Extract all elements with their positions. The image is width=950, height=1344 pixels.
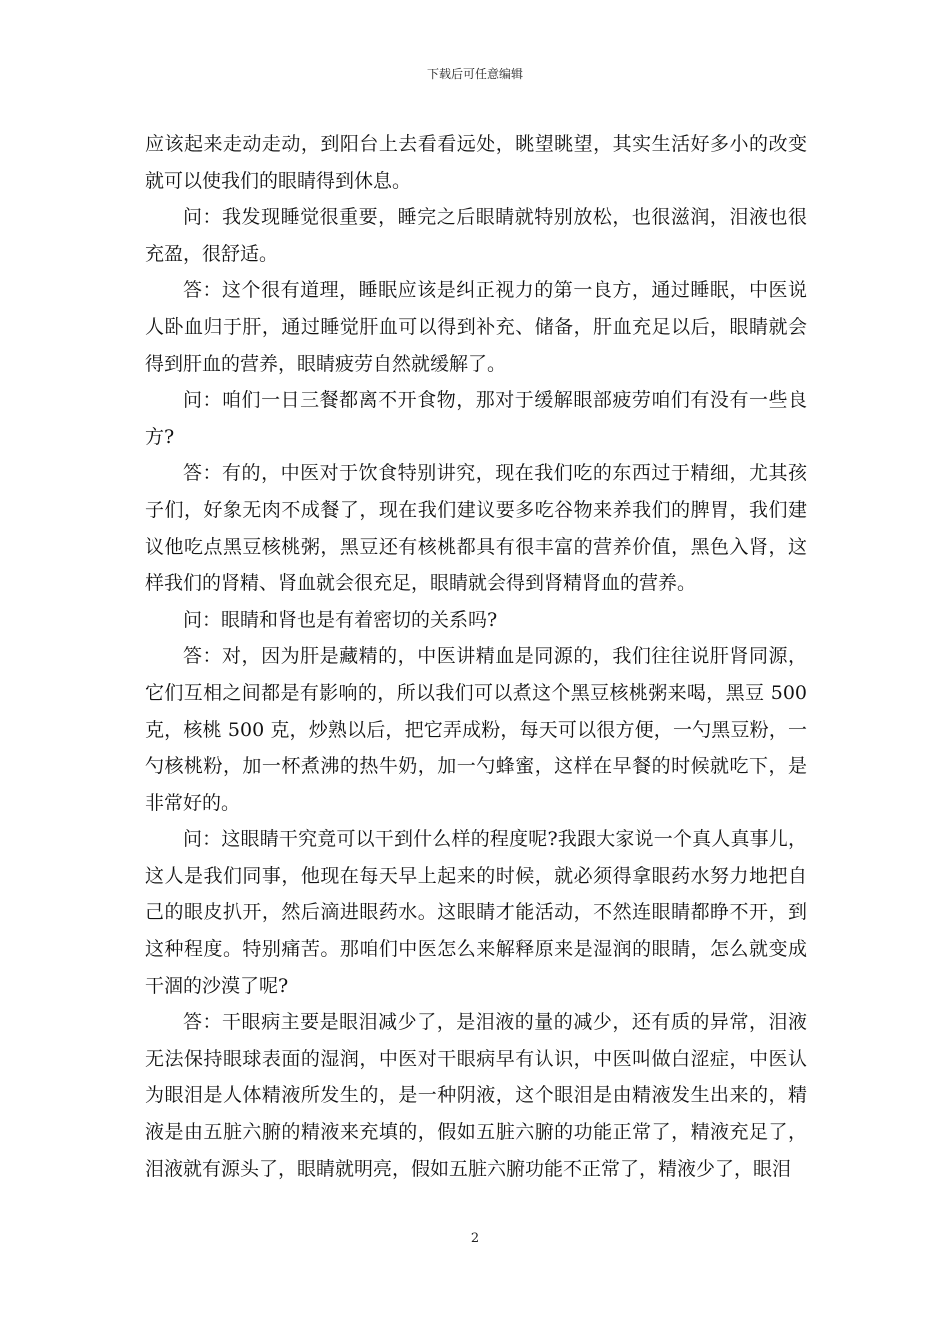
paragraph-continuation: 应该起来走动走动，到阳台上去看看远处，眺望眺望，其实生活好多小的改变就可以使我们的眼睛得到休息。 xyxy=(145,133,807,192)
paragraph-question: 问：咱们一日三餐都离不开食物，那对于缓解眼部疲劳咱们有没有一些良方? xyxy=(145,389,807,448)
paragraph-answer: 答：有的，中医对于饮食特别讲究，现在我们吃的东西过于精细，尤其孩子们，好象无肉不成餐了，现在我们建议要多吃谷物来养我们的脾胃，我们建议他吃点黑豆核桃粥，黑豆还有核桃都具有很丰富的营养价值，黑色入肾，这样我们的肾精、肾血就会很充足，眼睛就会得到肾精肾血的营养。 xyxy=(145,462,807,595)
paragraph-question: 问：我发现睡觉很重要，睡完之后眼睛就特别放松，也很滋润，泪液也很充盈，很舒适。 xyxy=(145,206,807,265)
page-body xyxy=(145,126,807,1187)
paragraph-answer: 答：干眼病主要是眼泪减少了，是泪液的量的减少，还有质的异常，泪液无法保持眼球表面的湿润，中医对干眼病早有认识，中医叫做白涩症，中医认为眼泪是人体精液所发生的，是一种阴液，这个眼泪是由精液发生出来的，精液是由五脏六腑的精液来充填的，假如五脏六腑的功能正常了，精液充足了，泪液就有源头了，眼睛就明亮，假如五脏六腑功能不正常了，精液少了，眼泪 xyxy=(145,1011,807,1180)
paragraph-question: 问：这眼睛干究竟可以干到什么样的程度呢?我跟大家说一个真人真事儿，这人是我们同事，他现在每天早上起来的时候，就必须得拿眼药水努力地把自己的眼皮扒开，然后滴进眼药水。这眼睛才能活动，不然连眼睛都睁不开，到这种程度。特别痛苦。那咱们中医怎么来解释原来是湿润的眼睛，怎么就变成干涸的沙漠了呢? xyxy=(145,828,807,997)
page-header: 下载后可任意编辑 xyxy=(426,67,523,81)
paragraph-answer: 答：对，因为肝是藏精的，中医讲精血是同源的，我们往往说肝肾同源，它们互相之间都是有影响的，所以我们可以煮这个黑豆核桃粥来喝，黑豆 500 克，核桃 500 克，炒熟以后，把它弄成粉，每天可以很方便，一勺黑豆粉，一勺核桃粉，加一杯煮沸的热牛奶，加一勺蜂蜜，这样在早餐的时候就吃下，是非常好的。 xyxy=(145,645,807,814)
paragraph-answer: 答：这个很有道理，睡眠应该是纠正视力的第一良方，通过睡眠，中医说人卧血归于肝，通过睡觉肝血可以得到补充、储备，肝血充足以后，眼睛就会得到肝血的营养，眼睛疲劳自然就缓解了。 xyxy=(145,279,807,375)
paragraph-question: 问：眼睛和肾也是有着密切的关系吗? xyxy=(183,608,498,631)
page-number: 2 xyxy=(470,1231,480,1246)
